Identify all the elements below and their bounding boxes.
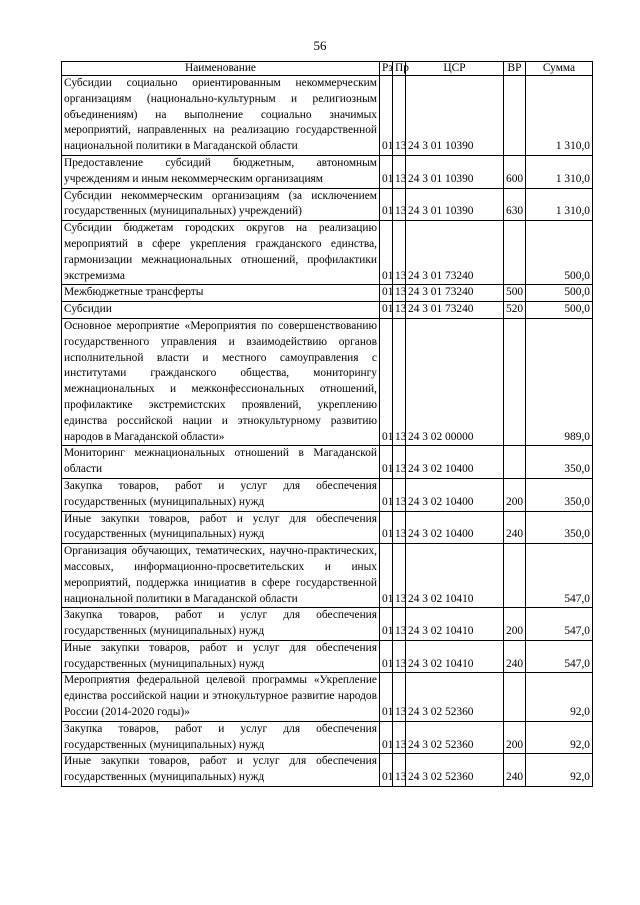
column-header-sum: Сумма	[526, 62, 593, 76]
table-row	[62, 188, 593, 221]
table-row	[62, 155, 593, 188]
cell-pr: 13	[393, 608, 406, 641]
cell-sum: 350,0	[526, 446, 593, 479]
cell-csr: 24 3 02 10400	[406, 446, 504, 479]
cell-name: Субсидии социально ориентированным некоммерческим организациям (национально-культурным и религиозным объединениям) на выполнение социально значимых мероприятий, направленных на реализацию государственной национальной политики в Магаданской области	[62, 76, 380, 156]
cell-sum: 350,0	[526, 478, 593, 511]
cell-vr	[504, 221, 526, 285]
cell-csr: 24 3 02 10400	[406, 478, 504, 511]
cell-rz: 01	[380, 721, 393, 754]
cell-rz: 01	[380, 76, 393, 156]
cell-sum: 92,0	[526, 673, 593, 721]
cell-name: Иные закупки товаров, работ и услуг для обеспечения государственных (муниципальных) нужд	[62, 511, 380, 544]
cell-vr: 500	[504, 285, 526, 302]
cell-rz: 01	[380, 640, 393, 673]
cell-name: Предоставление субсидий бюджетным, автономным учреждениям и иным некоммерческим организациям	[62, 155, 380, 188]
cell-sum: 500,0	[526, 221, 593, 285]
cell-sum: 547,0	[526, 608, 593, 641]
cell-name: Организация обучающих, тематических, научно-практических, массовых, информационно-просветительских и иных мероприятий, поддержка инициатив в сфере государственной национальной политики в Магаданской области	[62, 544, 380, 608]
cell-rz: 01	[380, 285, 393, 302]
cell-vr: 240	[504, 511, 526, 544]
cell-rz: 01	[380, 754, 393, 787]
cell-sum: 1 310,0	[526, 155, 593, 188]
table-row	[62, 221, 593, 285]
column-header-vr: ВР	[504, 62, 526, 76]
cell-name: Закупка товаров, работ и услуг для обеспечения государственных (муниципальных) нужд	[62, 608, 380, 641]
cell-csr: 24 3 01 10390	[406, 155, 504, 188]
cell-csr: 24 3 01 73240	[406, 302, 504, 319]
cell-rz: 01	[380, 302, 393, 319]
column-header-csr: ЦСР	[406, 62, 504, 76]
table-body	[62, 76, 593, 787]
column-header-pr: Пр	[393, 62, 406, 76]
cell-csr: 24 3 01 73240	[406, 221, 504, 285]
cell-pr: 13	[393, 155, 406, 188]
cell-rz: 01	[380, 318, 393, 445]
table-row	[62, 608, 593, 641]
cell-vr: 630	[504, 188, 526, 221]
cell-pr: 13	[393, 640, 406, 673]
cell-vr	[504, 446, 526, 479]
cell-sum: 547,0	[526, 640, 593, 673]
cell-name: Иные закупки товаров, работ и услуг для обеспечения государственных (муниципальных) нужд	[62, 754, 380, 787]
table-row	[62, 544, 593, 608]
cell-sum: 989,0	[526, 318, 593, 445]
cell-sum: 350,0	[526, 511, 593, 544]
table-row	[62, 673, 593, 721]
cell-sum: 500,0	[526, 285, 593, 302]
table-row	[62, 478, 593, 511]
cell-pr: 13	[393, 188, 406, 221]
cell-pr: 13	[393, 544, 406, 608]
budget-table	[61, 61, 593, 787]
cell-vr	[504, 76, 526, 156]
cell-csr: 24 3 02 10410	[406, 544, 504, 608]
cell-csr: 24 3 02 10410	[406, 608, 504, 641]
cell-pr: 13	[393, 285, 406, 302]
cell-pr: 13	[393, 511, 406, 544]
table-row	[62, 318, 593, 445]
cell-vr	[504, 673, 526, 721]
cell-name: Мероприятия федеральной целевой программы «Укрепление единства российской нации и этнокультурное развитие народов России (2014-2020 годы)»	[62, 673, 380, 721]
cell-name: Субсидии бюджетам городских округов на реализацию мероприятий в сфере укрепления гражданского единства, гармонизации межнациональных отношений, профилактики экстремизма	[62, 221, 380, 285]
table-row	[62, 302, 593, 319]
cell-csr: 24 3 02 10400	[406, 511, 504, 544]
table-row	[62, 721, 593, 754]
cell-vr: 600	[504, 155, 526, 188]
cell-name: Основное мероприятие «Мероприятия по совершенствованию государственного управления и взаимодействию органов исполнительной власти и местного самоуправления с институтами гражданского общества, мониторингу межнациональных и межконфессиональных отношений, профилактике экстремистских проявлений, укреплению единства российской нации и этнокультурному развитию народов в Магаданской области»	[62, 318, 380, 445]
cell-vr: 200	[504, 721, 526, 754]
table-row	[62, 285, 593, 302]
cell-rz: 01	[380, 155, 393, 188]
cell-rz: 01	[380, 511, 393, 544]
cell-csr: 24 3 01 73240	[406, 285, 504, 302]
cell-csr: 24 3 02 52360	[406, 721, 504, 754]
cell-rz: 01	[380, 544, 393, 608]
cell-name: Межбюджетные трансферты	[62, 285, 380, 302]
cell-pr: 13	[393, 754, 406, 787]
cell-pr: 13	[393, 478, 406, 511]
cell-name: Субсидии некоммерческим организациям (за исключением государственных (муниципальных) учреждений)	[62, 188, 380, 221]
cell-csr: 24 3 02 10410	[406, 640, 504, 673]
table-header-row	[62, 62, 593, 76]
cell-rz: 01	[380, 608, 393, 641]
cell-csr: 24 3 02 52360	[406, 673, 504, 721]
cell-pr: 13	[393, 673, 406, 721]
cell-name: Закупка товаров, работ и услуг для обеспечения государственных (муниципальных) нужд	[62, 478, 380, 511]
page-number: 56	[313, 38, 327, 53]
cell-vr: 240	[504, 754, 526, 787]
table-row	[62, 754, 593, 787]
cell-pr: 13	[393, 318, 406, 445]
cell-vr: 200	[504, 608, 526, 641]
cell-name: Мониторинг межнациональных отношений в Магаданской области	[62, 446, 380, 479]
table-row	[62, 511, 593, 544]
cell-pr: 13	[393, 302, 406, 319]
cell-name: Закупка товаров, работ и услуг для обеспечения государственных (муниципальных) нужд	[62, 721, 380, 754]
cell-csr: 24 3 01 10390	[406, 188, 504, 221]
cell-pr: 13	[393, 721, 406, 754]
cell-csr: 24 3 01 10390	[406, 76, 504, 156]
cell-pr: 13	[393, 446, 406, 479]
cell-sum: 500,0	[526, 302, 593, 319]
cell-csr: 24 3 02 52360	[406, 754, 504, 787]
cell-pr: 13	[393, 221, 406, 285]
cell-sum: 92,0	[526, 721, 593, 754]
cell-pr: 13	[393, 76, 406, 156]
column-header-name: Наименование	[62, 62, 380, 76]
cell-sum: 92,0	[526, 754, 593, 787]
table-row	[62, 446, 593, 479]
cell-name: Иные закупки товаров, работ и услуг для обеспечения государственных (муниципальных) нужд	[62, 640, 380, 673]
cell-sum: 1 310,0	[526, 76, 593, 156]
cell-sum: 1 310,0	[526, 188, 593, 221]
cell-vr	[504, 544, 526, 608]
cell-vr: 520	[504, 302, 526, 319]
cell-rz: 01	[380, 673, 393, 721]
cell-rz: 01	[380, 446, 393, 479]
cell-name: Субсидии	[62, 302, 380, 319]
cell-vr: 200	[504, 478, 526, 511]
table-row	[62, 76, 593, 156]
cell-vr: 240	[504, 640, 526, 673]
cell-sum: 547,0	[526, 544, 593, 608]
cell-vr	[504, 318, 526, 445]
cell-rz: 01	[380, 221, 393, 285]
table-row	[62, 640, 593, 673]
cell-rz: 01	[380, 188, 393, 221]
cell-rz: 01	[380, 478, 393, 511]
column-header-rz: Рз	[380, 62, 393, 76]
cell-csr: 24 3 02 00000	[406, 318, 504, 445]
